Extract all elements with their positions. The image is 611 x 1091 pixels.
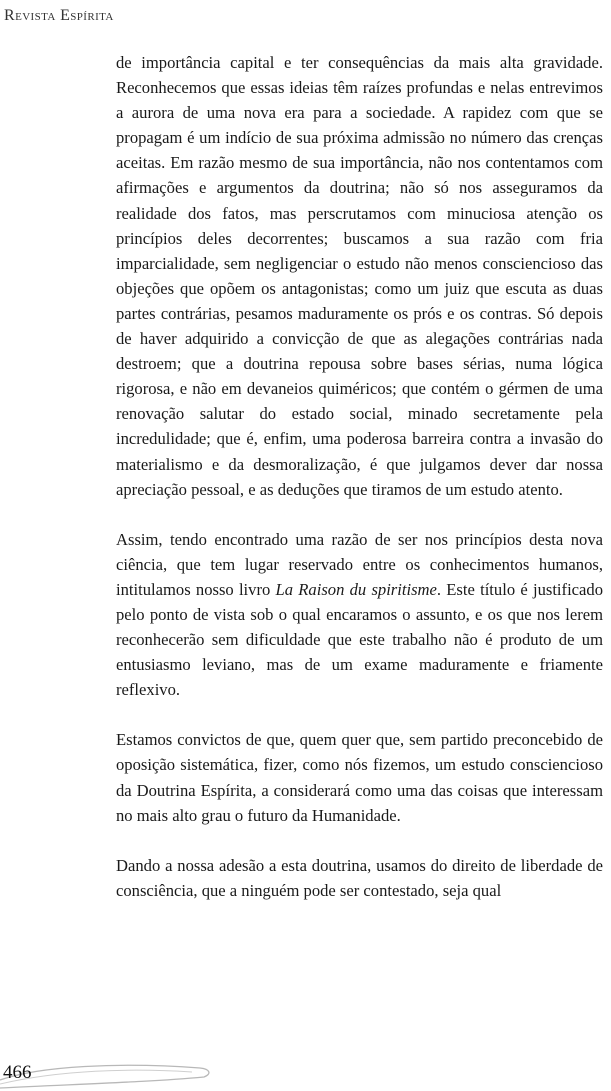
folio-ornament [0,1058,215,1091]
book-title: La Raison du spiritisme [275,579,437,599]
page-number: 466 [3,1062,32,1083]
paragraph-2-lead: Assim, tendo encontrado uma razão de ser nos princípios desta nova ciência, que tem lugar reservado entre os conhecimentos humanos, intitulamos nosso livro [116,529,603,599]
paragraph-3: Estamos convictos de que, quem quer que, sem partido preconcebido de oposição sistemática, fizer, como nós fizemos, um estudo consciencioso da Doutrina Espírita, a considerará como uma das coisas que interessam no mais alto grau o futuro da Humanidade. [116,730,603,825]
body-text [116,50,603,903]
paragraph-1: de importância capital e ter consequências da mais alta gravidade. Reconhecemos que essas ideias têm raízes profundas e nelas entrevimos a aurora de uma nova era para a sociedade. A rapidez com que se propagam é um indício de sua próxima admissão no número das crenças aceitas. Em razão mesmo de sua importância, não nos contentamos com afirmações e argumentos da doutrina; não só nos asseguramos da realidade dos fatos, mas perscrutamos com minuciosa atenção os princípios deles decorrentes; buscamos a sua razão com fria imparcialidade, sem negligenciar o estudo não menos consciencioso das objeções que opõem os antagonistas; como um juiz que escuta as duas partes contrárias, pesamos maduramente os prós e os contras. Só depois de haver adquirido a convicção de que as alegações contrárias nada destroem; que a doutrina repousa sobre bases sérias, numa lógica rigorosa, e não em devaneios quiméricos; que contém o gérmen de uma renovação salutar do estado social, minado secretamente pela incredulidade; que é, enfim, uma poderosa barreira contra a invasão do materialismo e da desmoralização, é que julgamos dever dar nossa apreciação pessoal, e as deduções que tiramos de um estudo atento. [116,53,603,499]
running-header: Revista Espírita [4,7,114,24]
paragraph-2-rest: . Este título é justificado pelo ponto de vista sob o qual encaramos o assunto, e os que nos lerem reconhecerão sem dificuldade que este trabalho não é produto de um entusiasmo leviano, mas de um exame maduramente e friamente reflexivo. [116,579,604,700]
paragraph-2 [116,527,603,703]
paragraph-4: Dando a nossa adesão a esta doutrina, usamos do direito de liberdade de consciência, que a ninguém pode ser contestado, seja qual [116,855,603,900]
